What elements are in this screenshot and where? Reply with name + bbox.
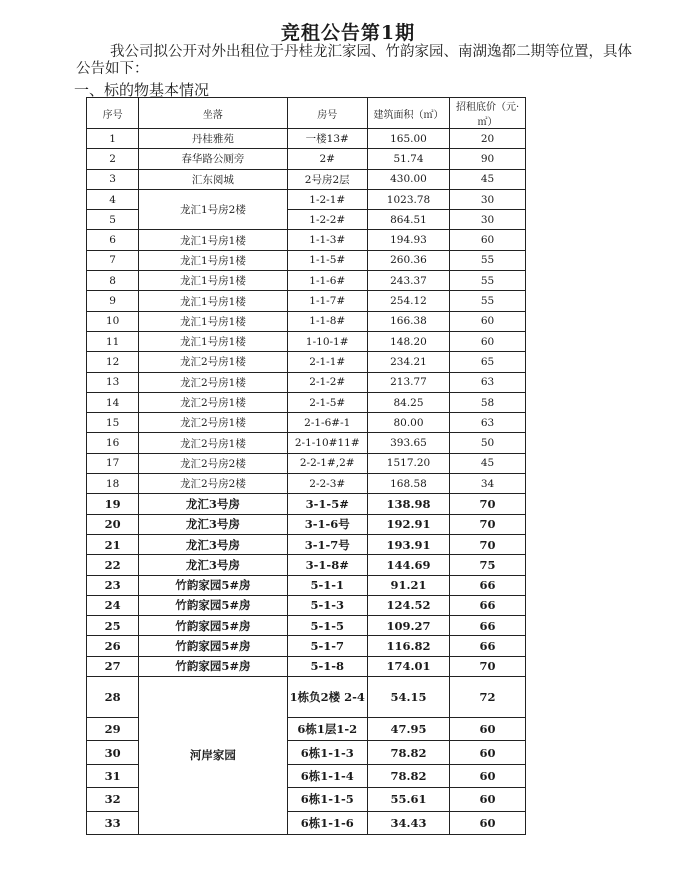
cell-location: 河岸家园	[139, 677, 287, 835]
table-row	[87, 433, 526, 453]
table-row	[87, 189, 526, 209]
table-row	[87, 616, 526, 636]
cell-area: 1023.78	[367, 189, 449, 209]
cell-seq: 13	[87, 372, 139, 392]
cell-room: 1-1-7#	[287, 291, 367, 311]
cell-seq: 28	[87, 677, 139, 718]
cell-seq: 12	[87, 352, 139, 372]
cell-price: 55	[450, 271, 526, 291]
cell-price: 60	[450, 331, 526, 351]
cell-location: 龙汇2号房1楼	[139, 413, 287, 433]
cell-location: 龙汇1号房1楼	[139, 331, 287, 351]
cell-seq: 15	[87, 413, 139, 433]
cell-room: 6栋1层1-2	[287, 718, 367, 741]
cell-location: 龙汇2号房1楼	[139, 392, 287, 412]
table-row	[87, 250, 526, 270]
cell-seq: 29	[87, 718, 139, 741]
cell-area: 254.12	[367, 291, 449, 311]
cell-area: 51.74	[367, 149, 449, 169]
cell-area: 393.65	[367, 433, 449, 453]
cell-location: 竹韵家园5#房	[139, 595, 287, 615]
cell-seq: 24	[87, 595, 139, 615]
cell-seq: 18	[87, 474, 139, 494]
cell-room: 5-1-7	[287, 636, 367, 656]
table-row	[87, 677, 526, 718]
cell-area: 144.69	[367, 555, 449, 575]
cell-area: 78.82	[367, 741, 449, 764]
cell-area: 109.27	[367, 616, 449, 636]
cell-area: 213.77	[367, 372, 449, 392]
table-row	[87, 555, 526, 575]
cell-seq: 22	[87, 555, 139, 575]
cell-room: 3-1-5#	[287, 494, 367, 514]
cell-location: 竹韵家园5#房	[139, 636, 287, 656]
header-room: 房号	[287, 98, 367, 129]
cell-area: 55.61	[367, 788, 449, 811]
cell-seq: 27	[87, 656, 139, 676]
cell-price: 60	[450, 741, 526, 764]
cell-location: 龙汇2号房2楼	[139, 474, 287, 494]
cell-room: 2-1-5#	[287, 392, 367, 412]
cell-price: 60	[450, 788, 526, 811]
cell-area: 138.98	[367, 494, 449, 514]
cell-price: 60	[450, 811, 526, 834]
cell-room: 2#	[287, 149, 367, 169]
cell-location: 龙汇1号房1楼	[139, 311, 287, 331]
cell-seq: 3	[87, 169, 139, 189]
cell-seq: 21	[87, 534, 139, 554]
table-header-row	[87, 98, 526, 129]
table-row	[87, 129, 526, 149]
cell-room: 1-1-5#	[287, 250, 367, 270]
cell-price: 45	[450, 169, 526, 189]
cell-seq: 16	[87, 433, 139, 453]
cell-area: 116.82	[367, 636, 449, 656]
cell-location: 汇东阅城	[139, 169, 287, 189]
cell-room: 5-1-3	[287, 595, 367, 615]
cell-price: 60	[450, 764, 526, 787]
cell-area: 430.00	[367, 169, 449, 189]
table-row	[87, 169, 526, 189]
cell-location: 龙汇3号房	[139, 555, 287, 575]
cell-location: 龙汇3号房	[139, 494, 287, 514]
cell-area: 54.15	[367, 677, 449, 718]
cell-price: 70	[450, 494, 526, 514]
cell-seq: 9	[87, 291, 139, 311]
cell-price: 70	[450, 534, 526, 554]
cell-price: 55	[450, 250, 526, 270]
table-row	[87, 311, 526, 331]
table-row	[87, 352, 526, 372]
cell-room: 3-1-6号	[287, 514, 367, 534]
cell-location: 竹韵家园5#房	[139, 616, 287, 636]
cell-price: 55	[450, 291, 526, 311]
cell-area: 243.37	[367, 271, 449, 291]
cell-room: 1-10-1#	[287, 331, 367, 351]
cell-room: 一楼13#	[287, 129, 367, 149]
section-heading: 一、标的物基本情况	[74, 81, 210, 99]
cell-seq: 6	[87, 230, 139, 250]
property-table	[86, 97, 526, 835]
table-row	[87, 595, 526, 615]
cell-price: 63	[450, 372, 526, 392]
cell-location: 龙汇1号房1楼	[139, 271, 287, 291]
cell-area: 1517.20	[367, 453, 449, 473]
table-row	[87, 494, 526, 514]
cell-area: 166.38	[367, 311, 449, 331]
table-row	[87, 291, 526, 311]
cell-area: 91.21	[367, 575, 449, 595]
header-seq: 序号	[87, 98, 139, 129]
cell-room: 2-2-1#,2#	[287, 453, 367, 473]
cell-price: 66	[450, 636, 526, 656]
cell-seq: 31	[87, 764, 139, 787]
cell-room: 6栋1-1-3	[287, 741, 367, 764]
cell-area: 234.21	[367, 352, 449, 372]
cell-price: 72	[450, 677, 526, 718]
header-price: 招租底价（元·㎡）	[450, 98, 526, 129]
header-area: 建筑面积（㎡）	[367, 98, 449, 129]
cell-seq: 23	[87, 575, 139, 595]
cell-location: 龙汇3号房	[139, 534, 287, 554]
cell-room: 2-1-1#	[287, 352, 367, 372]
cell-seq: 17	[87, 453, 139, 473]
cell-seq: 2	[87, 149, 139, 169]
cell-area: 864.51	[367, 210, 449, 230]
cell-area: 174.01	[367, 656, 449, 676]
cell-area: 165.00	[367, 129, 449, 149]
cell-area: 260.36	[367, 250, 449, 270]
cell-location: 龙汇1号房1楼	[139, 230, 287, 250]
table-row	[87, 331, 526, 351]
cell-price: 75	[450, 555, 526, 575]
table-row	[87, 271, 526, 291]
table-row	[87, 656, 526, 676]
cell-price: 66	[450, 595, 526, 615]
cell-area: 192.91	[367, 514, 449, 534]
cell-price: 58	[450, 392, 526, 412]
cell-seq: 19	[87, 494, 139, 514]
cell-seq: 4	[87, 189, 139, 209]
table-row	[87, 636, 526, 656]
cell-price: 60	[450, 230, 526, 250]
cell-location: 龙汇2号房1楼	[139, 352, 287, 372]
cell-room: 3-1-8#	[287, 555, 367, 575]
document-title: 竞租公告第1期	[280, 22, 416, 44]
cell-area: 148.20	[367, 331, 449, 351]
cell-price: 63	[450, 413, 526, 433]
table-row	[87, 514, 526, 534]
cell-room: 2号房2层	[287, 169, 367, 189]
cell-room: 6栋1-1-4	[287, 764, 367, 787]
cell-seq: 11	[87, 331, 139, 351]
table-row	[87, 474, 526, 494]
cell-seq: 30	[87, 741, 139, 764]
cell-area: 193.91	[367, 534, 449, 554]
cell-seq: 8	[87, 271, 139, 291]
cell-price: 60	[450, 311, 526, 331]
cell-price: 66	[450, 575, 526, 595]
cell-room: 6栋1-1-5	[287, 788, 367, 811]
cell-price: 30	[450, 189, 526, 209]
cell-seq: 25	[87, 616, 139, 636]
cell-price: 65	[450, 352, 526, 372]
cell-price: 34	[450, 474, 526, 494]
cell-room: 1-2-1#	[287, 189, 367, 209]
cell-location: 龙汇2号房1楼	[139, 433, 287, 453]
cell-room: 1-1-8#	[287, 311, 367, 331]
cell-price: 20	[450, 129, 526, 149]
cell-price: 70	[450, 656, 526, 676]
cell-area: 47.95	[367, 718, 449, 741]
table-row	[87, 392, 526, 412]
table-row	[87, 372, 526, 392]
cell-location: 竹韵家园5#房	[139, 656, 287, 676]
cell-room: 5-1-5	[287, 616, 367, 636]
cell-area: 168.58	[367, 474, 449, 494]
intro-paragraph: 我公司拟公开对外出租位于丹桂龙汇家园、竹韵家园、南湖逸都二期等位置，具体公告如下：	[76, 44, 632, 77]
cell-location: 龙汇1号房1楼	[139, 250, 287, 270]
cell-seq: 33	[87, 811, 139, 834]
cell-seq: 32	[87, 788, 139, 811]
table-row	[87, 230, 526, 250]
cell-price: 30	[450, 210, 526, 230]
cell-price: 45	[450, 453, 526, 473]
cell-area: 124.52	[367, 595, 449, 615]
cell-room: 6栋1-1-6	[287, 811, 367, 834]
cell-room: 1-1-6#	[287, 271, 367, 291]
cell-location: 丹桂雅苑	[139, 129, 287, 149]
cell-room: 2-1-10#11#	[287, 433, 367, 453]
cell-area: 84.25	[367, 392, 449, 412]
cell-location: 龙汇2号房2楼	[139, 453, 287, 473]
cell-price: 50	[450, 433, 526, 453]
cell-location: 龙汇3号房	[139, 514, 287, 534]
cell-price: 66	[450, 616, 526, 636]
cell-location: 龙汇2号房1楼	[139, 372, 287, 392]
cell-seq: 14	[87, 392, 139, 412]
cell-area: 78.82	[367, 764, 449, 787]
cell-room: 5-1-8	[287, 656, 367, 676]
cell-location: 龙汇1号房2楼	[139, 189, 287, 230]
cell-seq: 10	[87, 311, 139, 331]
cell-room: 1-2-2#	[287, 210, 367, 230]
cell-location: 春华路公厕旁	[139, 149, 287, 169]
table-row	[87, 534, 526, 554]
cell-location: 竹韵家园5#房	[139, 575, 287, 595]
table-row	[87, 413, 526, 433]
cell-location: 龙汇1号房1楼	[139, 291, 287, 311]
cell-room: 1-1-3#	[287, 230, 367, 250]
cell-price: 70	[450, 514, 526, 534]
header-location: 坐落	[139, 98, 287, 129]
cell-area: 80.00	[367, 413, 449, 433]
cell-seq: 5	[87, 210, 139, 230]
cell-room: 2-2-3#	[287, 474, 367, 494]
table-row	[87, 575, 526, 595]
cell-area: 34.43	[367, 811, 449, 834]
table-row	[87, 149, 526, 169]
cell-room: 3-1-7号	[287, 534, 367, 554]
cell-seq: 20	[87, 514, 139, 534]
cell-area: 194.93	[367, 230, 449, 250]
cell-seq: 1	[87, 129, 139, 149]
cell-seq: 7	[87, 250, 139, 270]
cell-room: 5-1-1	[287, 575, 367, 595]
cell-price: 60	[450, 718, 526, 741]
table-row	[87, 453, 526, 473]
cell-room: 2-1-6#-1	[287, 413, 367, 433]
cell-room: 1栋负2楼 2-4	[287, 677, 367, 718]
cell-price: 90	[450, 149, 526, 169]
cell-seq: 26	[87, 636, 139, 656]
cell-room: 2-1-2#	[287, 372, 367, 392]
